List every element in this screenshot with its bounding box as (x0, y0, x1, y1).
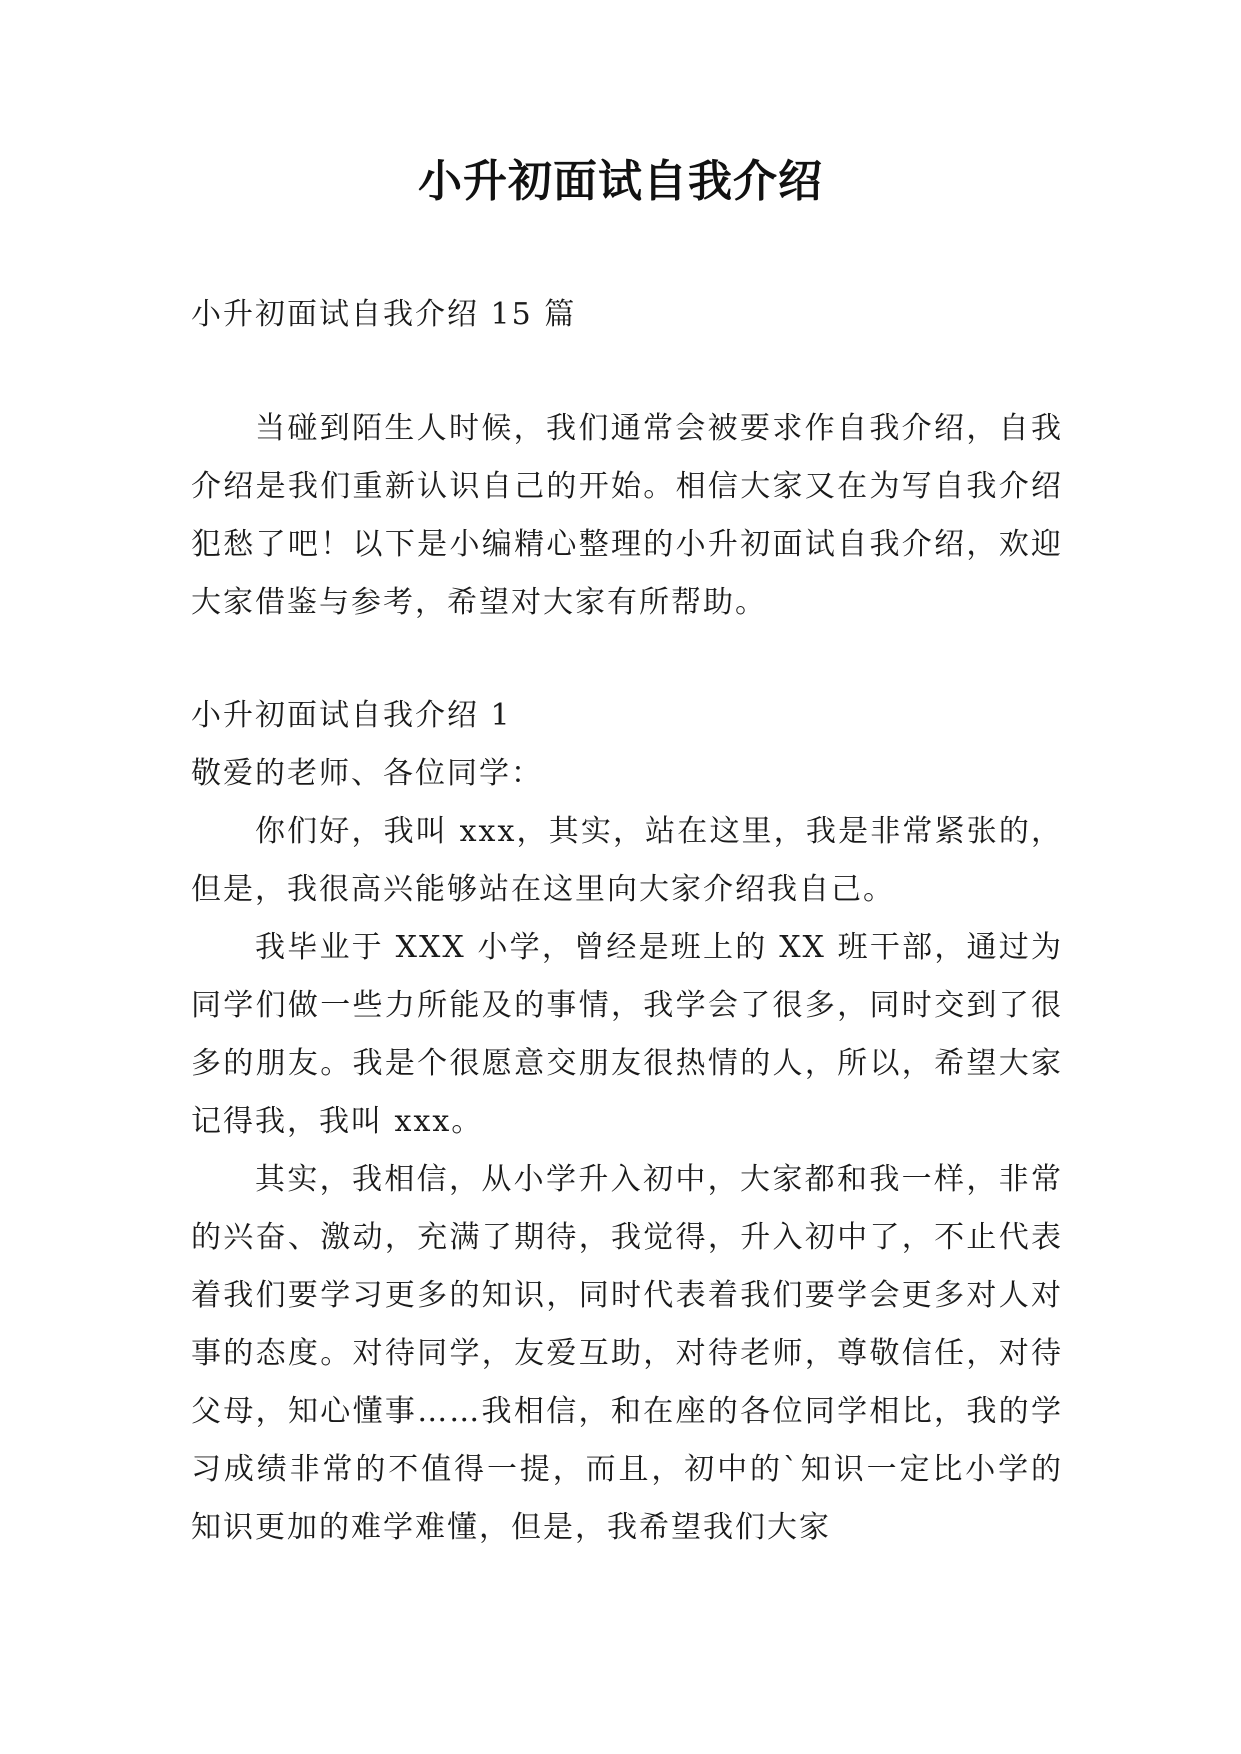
body-paragraph: 你们好，我叫 xxx，其实，站在这里，我是非常紧张的，但是，我很高兴能够站在这里向大家介绍我自己。 (191, 814, 1063, 907)
salutation: 敬爱的老师、各位同学： (191, 756, 543, 791)
document-body (191, 286, 1063, 1557)
document-title: 小升初面试自我介绍 (418, 156, 823, 207)
section-heading: 小升初面试自我介绍 1 (191, 698, 512, 733)
document-subtitle: 小升初面试自我介绍 15 篇 (191, 297, 577, 332)
spacer (191, 632, 1063, 687)
intro-paragraph: 当碰到陌生人时候，我们通常会被要求作自我介绍，自我介绍是我们重新认识自己的开始。相信大家又在为写自我介绍犯愁了吧！以下是小编精心整理的小升初面试自我介绍，欢迎大家借鉴与参考，希望对大家有所帮助。 (191, 411, 1063, 620)
body-paragraph: 其实，我相信，从小学升入初中，大家都和我一样，非常的兴奋、激动，充满了期待，我觉得，升入初中了，不止代表着我们要学习更多的知识，同时代表着我们要学会更多对人对事的态度。对待同学，友爱互助，对待老师，尊敬信任，对待父母，知心懂事……我相信，和在座的各位同学相比，我的学习成绩非常的不值得一提，而且，初中的`知识一定比小学的知识更加的难学难懂，但是，我希望我们大家 (191, 1162, 1063, 1545)
spacer (191, 344, 1063, 400)
body-paragraph: 我毕业于 XXX 小学，曾经是班上的 XX 班干部，通过为同学们做一些力所能及的事情，我学会了很多，同时交到了很多的朋友。我是个很愿意交朋友很热情的人，所以，希望大家记得我，我叫 xxx。 (191, 930, 1063, 1139)
